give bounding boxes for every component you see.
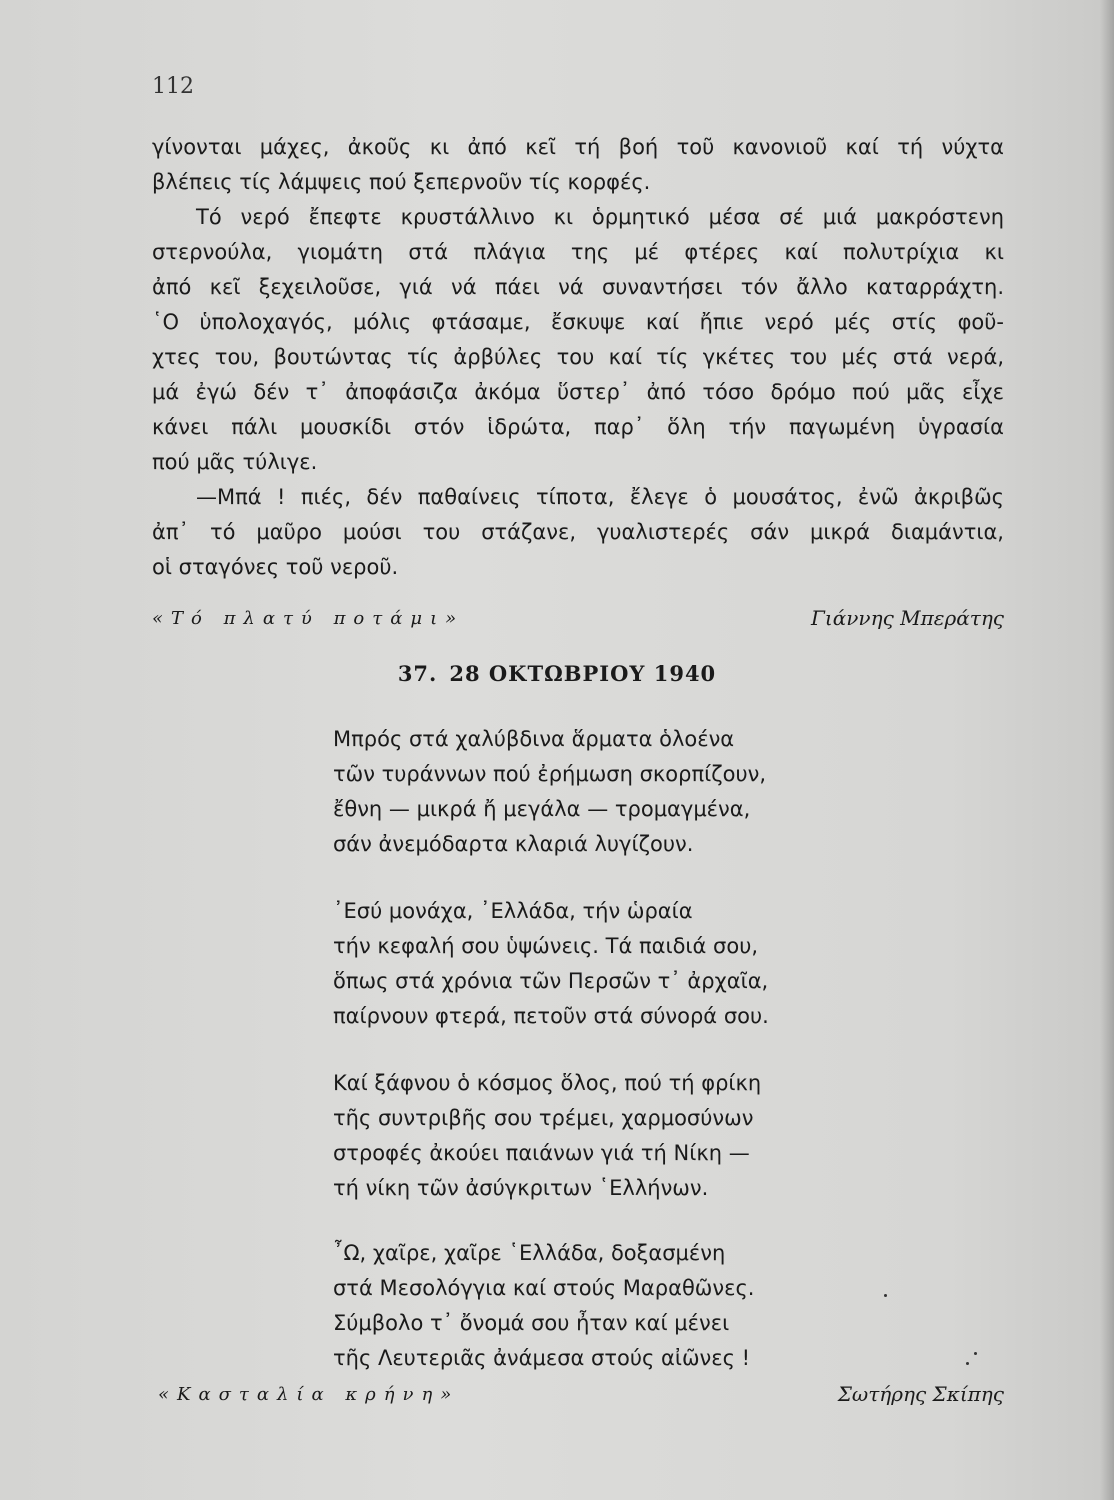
poem-verse: ἔθνη — μικρά ἤ μεγάλα — τρομαγμένα, <box>333 797 751 821</box>
poem-heading <box>0 661 1114 686</box>
poem-title: 28 ΟΚΤΩΒΡΙΟΥ 1940 <box>449 661 717 686</box>
page-binding-shadow <box>1100 0 1114 1500</box>
prose-line: Τό νερό ἔπεφτε κρυστάλλινο κι ὁρμητικό μέσα σέ μιά μακρόστενη <box>196 205 1004 229</box>
poem-verse: τή νίκη τῶν ἀσύγκριτων ῾Ελλήνων. <box>333 1176 709 1200</box>
poem-verse: σάν ἀνεμόδαρτα κλαριά λυγίζουν. <box>333 832 694 856</box>
poem-verse: τήν κεφαλή σου ὑψώνεις. Τά παιδιά σου, <box>333 934 759 958</box>
prose-paragraph-1 <box>152 130 1004 200</box>
poem-stanza-2 <box>333 894 769 1034</box>
poem-verse: παίρνουν φτερά, πετοῦν στά σύνορά σου. <box>333 1004 769 1028</box>
prose-line: ἀπ᾽ τό μαῦρο μούσι του στάζανε, γυαλιστερές σάν μικρά διαμάντια, <box>152 520 1004 544</box>
prose-line: μά ἐγώ δέν τ᾽ ἀποφάσιζα ἀκόμα ὕστερ᾽ ἀπό τόσο δρόμο πού μᾶς εἶχε <box>152 380 1004 404</box>
poem-verse: ὅπως στά χρόνια τῶν Περσῶν τ᾽ ἀρχαῖα, <box>333 969 769 993</box>
prose-line: ἀπό κεῖ ξεχειλοῦσε, γιά νά πάει νά συναντήσει τόν ἄλλο καταρράχτη. <box>152 275 1004 299</box>
prose-paragraph-2 <box>152 200 1004 480</box>
poem-verse: στροφές ἀκούει παιάνων γιά τή Νίκη — <box>333 1141 750 1165</box>
poem-verse: τῆς συντριβῆς σου τρέμει, χαρμοσύνων <box>333 1106 754 1130</box>
poem-verse: στά Μεσολόγγια καί στούς Μαραθῶνες. <box>333 1276 755 1300</box>
poem-verse: Καί ξάφνου ὁ κόσμος ὅλος, πού τή φρίκη <box>333 1071 762 1095</box>
prose-line: —Μπά ! πιές, δέν παθαίνεις τίποτα, ἔλεγε ὁ μουσάτος, ἐνῶ ἀκριβῶς <box>196 485 1004 509</box>
prose-line: κάνει πάλι μουσκίδι στόν ἱδρώτα, παρ᾽ ὅλη τήν παγωμένη ὑγρασία <box>152 415 1004 439</box>
poem-stanza-1 <box>333 722 766 862</box>
poem-verse: ῏Ω, χαῖρε, χαῖρε ῾Ελλάδα, δοξασμένη <box>333 1241 726 1265</box>
prose-line: οἱ σταγόνες τοῦ νεροῦ. <box>152 555 399 579</box>
source-author: Γιάννης Μπεράτης <box>811 606 1004 630</box>
source-citation-2 <box>152 1380 1004 1414</box>
poem-number: 37. <box>397 661 438 686</box>
prose-line: στερνούλα, γιομάτη στά πλάγια της μέ φτέρες καί πολυτρίχια κι <box>152 240 1004 264</box>
ink-speck <box>884 1294 887 1297</box>
ink-speck <box>974 1352 977 1355</box>
prose-paragraph-3 <box>152 480 1004 585</box>
prose-passage <box>152 130 1004 585</box>
prose-line: γίνονται μάχες, ἀκοῦς κι ἀπό κεῖ τή βοή τοῦ κανονιοῦ καί τή νύχτα <box>152 135 1004 159</box>
source-work-title: «Κασταλία κρήνη» <box>158 1384 460 1405</box>
poem-verse: Σύμβολο τ᾽ ὄνομά σου ἦταν καί μένει <box>333 1311 730 1335</box>
source-citation-1 <box>152 604 1004 638</box>
poem-verse: τῶν τυράννων πού ἐρήμωση σκορπίζουν, <box>333 762 767 786</box>
source-author: Σωτήρης Σκίπης <box>837 1382 1004 1406</box>
poem-stanza-4 <box>333 1236 754 1376</box>
prose-line: πού μᾶς τύλιγε. <box>152 450 318 474</box>
prose-line: βλέπεις τίς λάμψεις πού ξεπερνοῦν τίς κορφές. <box>152 170 651 194</box>
poem-stanza-3 <box>333 1066 761 1206</box>
prose-line: χτες του, βουτώντας τίς ἀρβύλες του καί τίς γκέτες του μές στά νερά, <box>152 345 1004 369</box>
poem-verse: Μπρός στά χαλύβδινα ἅρματα ὁλοένα <box>333 727 735 751</box>
ink-speck <box>966 1362 969 1365</box>
page-number: 112 <box>152 74 194 99</box>
source-work-title: «Τό πλατύ ποτάμι» <box>152 608 465 629</box>
prose-line: ῾Ο ὑπολοχαγός, μόλις φτάσαμε, ἔσκυψε καί ἤπιε νερό μές στίς φοῦ- <box>152 310 1004 334</box>
poem-verse: τῆς Λευτεριᾶς ἀνάμεσα στούς αἰῶνες ! <box>333 1346 751 1370</box>
poem-verse: ᾽Εσύ μονάχα, ᾽Ελλάδα, τήν ὡραία <box>333 899 693 923</box>
